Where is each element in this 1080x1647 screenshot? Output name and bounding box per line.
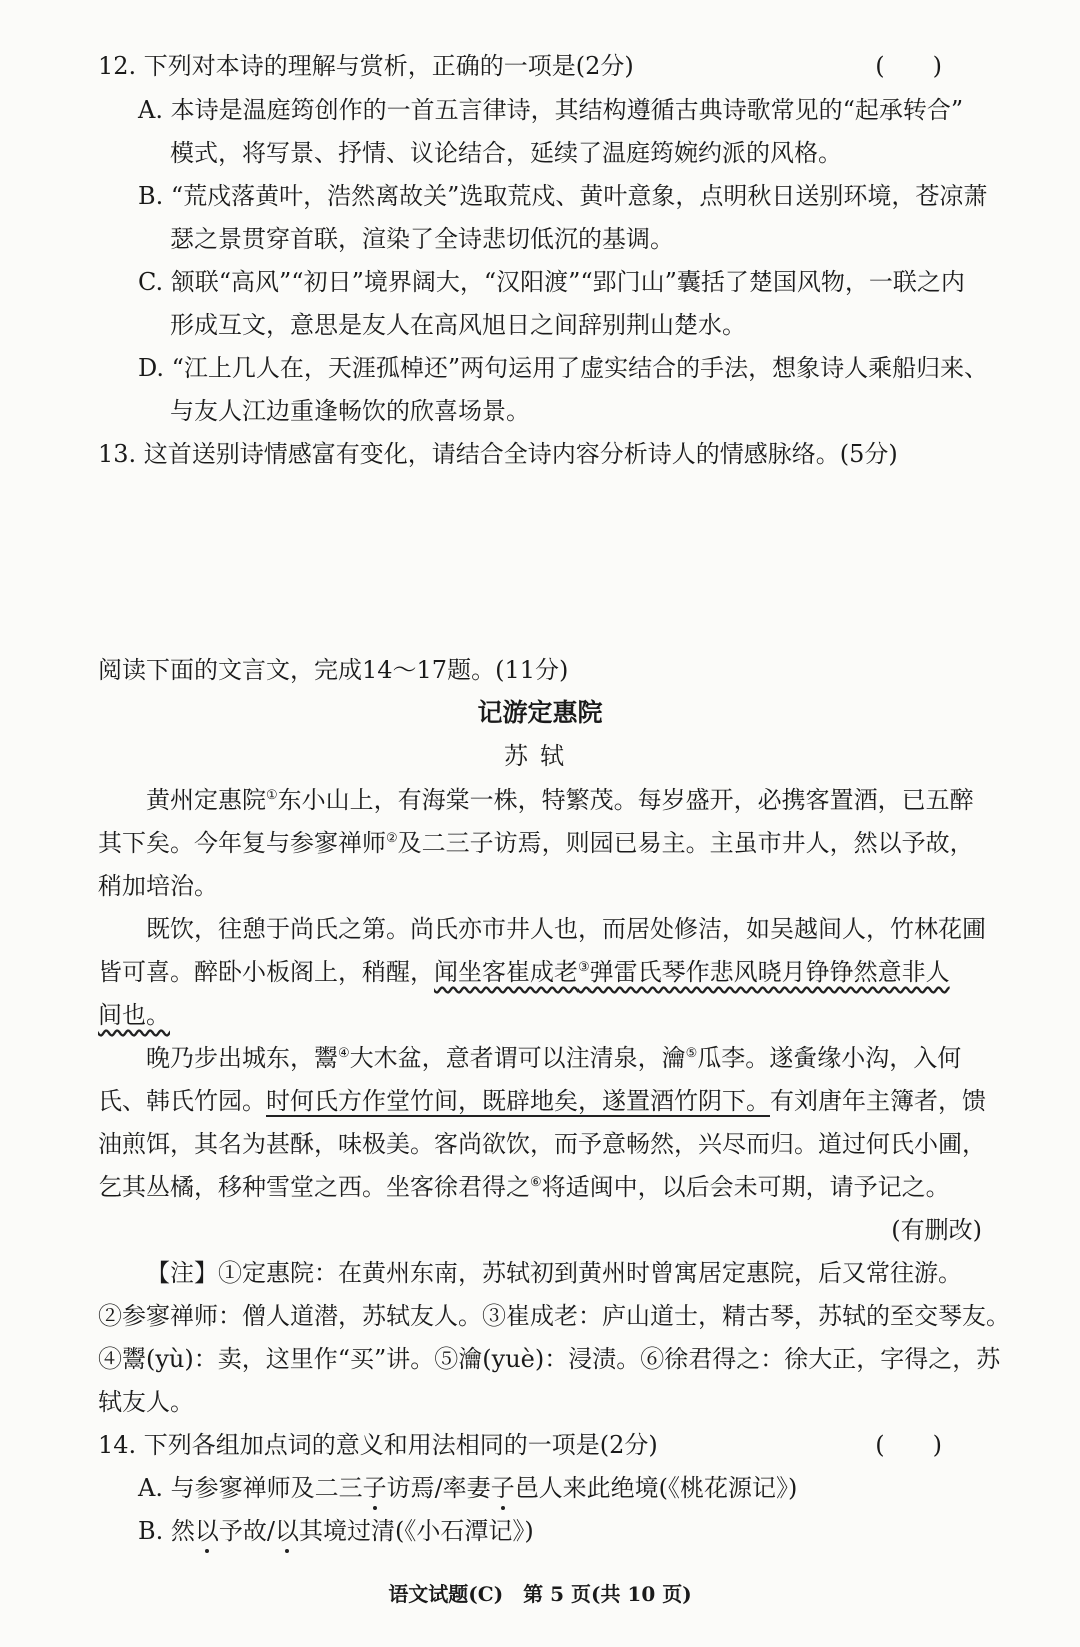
q14-option-b: B. 然以予故/以其境过清(《小石潭记》) <box>138 1517 534 1545</box>
dotted-word: 子 <box>490 1474 515 1502</box>
passage-p2-line1: 既饮，往憩于尚氏之第。尚氏亦市井人也，而居处修洁，如吴越间人，竹林花圃 <box>146 915 986 943</box>
passage-p3-line1: 晚乃步出城东，鬻④大木盆，意者谓可以注清泉，瀹⑤瓜李。遂夤缘小沟，入何 <box>146 1044 962 1072</box>
q12-stem: 12. 下列对本诗的理解与赏析，正确的一项是(2分) <box>98 52 634 80</box>
p1-text-d: 及二三子访焉，则园已易主。主虽市井人，然以予故， <box>397 829 974 857</box>
wavy-underlined-sentence-end: 间也。 <box>98 1001 170 1029</box>
reading-intro: 阅读下面的文言文，完成14～17题。(11分) <box>98 656 569 684</box>
straight-underlined-sentence: 时何氏方作堂竹间，既辟地矣，遂置酒竹阴下。 <box>266 1087 770 1115</box>
note-ref-5: ⑤ <box>685 1046 698 1061</box>
passage-p1-line2 <box>98 827 974 859</box>
q12-option-a-line2: 模式，将写景、抒情、议论结合，延续了温庭筠婉约派的风格。 <box>170 139 842 167</box>
p1-text-b: 东小山上，有海棠一株，特繁茂。每岁盛开，必携客置酒，已五醉 <box>277 786 974 814</box>
notes-line4: 轼友人。 <box>98 1388 194 1416</box>
note-ref-1: ① <box>266 788 278 803</box>
dotted-word: 子 <box>362 1474 387 1502</box>
note-ref-6: ⑥ <box>530 1175 542 1190</box>
q12-option-b-line2: 瑟之景贯穿首联，渲染了全诗悲切低沉的基调。 <box>170 225 674 253</box>
q13-stem: 13. 这首送别诗情感富有变化，请结合全诗内容分析诗人的情感脉络。(5分) <box>98 440 898 468</box>
note-ref-3: ③ <box>578 960 590 975</box>
q12-option-b-line1: B. “荒戍落黄叶，浩然离故关”选取荒戍、黄叶意象，点明秋日送别环境，苍凉萧 <box>138 182 988 210</box>
p2-text-b: 皆可喜。醉卧小板阁上，稍醒， <box>98 958 434 986</box>
q14-stem: 14. 下列各组加点词的意义和用法相同的一项是(2分) <box>98 1431 658 1459</box>
notes-line1: 【注】①定惠院：在黄州东南，苏轼初到黄州时曾寓居定惠院，后又常往游。 <box>146 1259 962 1287</box>
passage-p3-line2: 氏、韩氏竹园。时何氏方作堂竹间，既辟地矣，遂置酒竹阴下。有刘唐年主簿者，馈 <box>98 1087 986 1115</box>
passage-p2-line2 <box>98 956 950 988</box>
passage-p2-line3 <box>98 999 170 1031</box>
passage-p1-line3: 稍加培治。 <box>98 872 218 900</box>
wavy-underlined-sentence: 闻坐客崔成老③弹雷氏琴作悲风晓月铮铮然意非人 <box>434 958 950 986</box>
q12-option-d-line2: 与友人江边重逢畅饮的欣喜场景。 <box>170 397 530 425</box>
abridged-note: (有删改) <box>891 1216 982 1244</box>
q12-answer-parens: ( ) <box>875 52 942 80</box>
notes-line3: ④鬻(yù)：卖，这里作“买”讲。⑤瀹(yuè)：浸渍。⑥徐君得之：徐大正，字得之，苏 <box>98 1345 1001 1373</box>
passage-author: 苏轼 <box>504 742 576 770</box>
p1-text-a: 黄州定惠院 <box>146 786 266 814</box>
note-ref-2: ② <box>386 831 398 846</box>
q14-option-a: A. 与参寥禅师及二三子访焉/率妻子邑人来此绝境(《桃花源记》) <box>138 1474 798 1502</box>
page-footer: 语文试题(C) 第 5 页(共 10 页) <box>388 1582 692 1606</box>
p1-text-c: 其下矣。今年复与参寥禅师 <box>98 829 386 857</box>
q12-option-a-line1: A. 本诗是温庭筠创作的一首五言律诗，其结构遵循古典诗歌常见的“起承转合” <box>138 96 964 124</box>
dotted-word: 以 <box>194 1517 219 1545</box>
notes-line2: ②参寥禅师：僧人道潜，苏轼友人。③崔成老：庐山道士，精古琴，苏轼的至交琴友。 <box>98 1302 1010 1330</box>
note-ref-4: ④ <box>338 1046 350 1061</box>
q14-answer-parens: ( ) <box>875 1431 942 1459</box>
passage-p3-line3: 油煎饵，其名为甚酥，味极美。客尚欲饮，而予意畅然，兴尽而归。道过何氏小圃， <box>98 1130 986 1158</box>
passage-p3-line4: 乞其丛橘，移种雪堂之西。坐客徐君得之⑥将适闽中，以后会未可期，请予记之。 <box>98 1173 950 1201</box>
q12-option-d-line1: D. “江上几人在，天涯孤棹还”两句运用了虚实结合的手法，想象诗人乘船归来、 <box>138 354 989 382</box>
q12-option-c-line1: C. 颔联“高风”“初日”境界阔大，“汉阳渡”“郢门山”囊括了楚国风物，一联之内 <box>138 268 965 296</box>
passage-p1-line1 <box>146 784 974 816</box>
dotted-word: 以 <box>275 1517 299 1545</box>
q12-option-c-line2: 形成互文，意思是友人在高风旭日之间辞别荆山楚水。 <box>170 311 746 339</box>
passage-title: 记游定惠院 <box>477 698 603 727</box>
